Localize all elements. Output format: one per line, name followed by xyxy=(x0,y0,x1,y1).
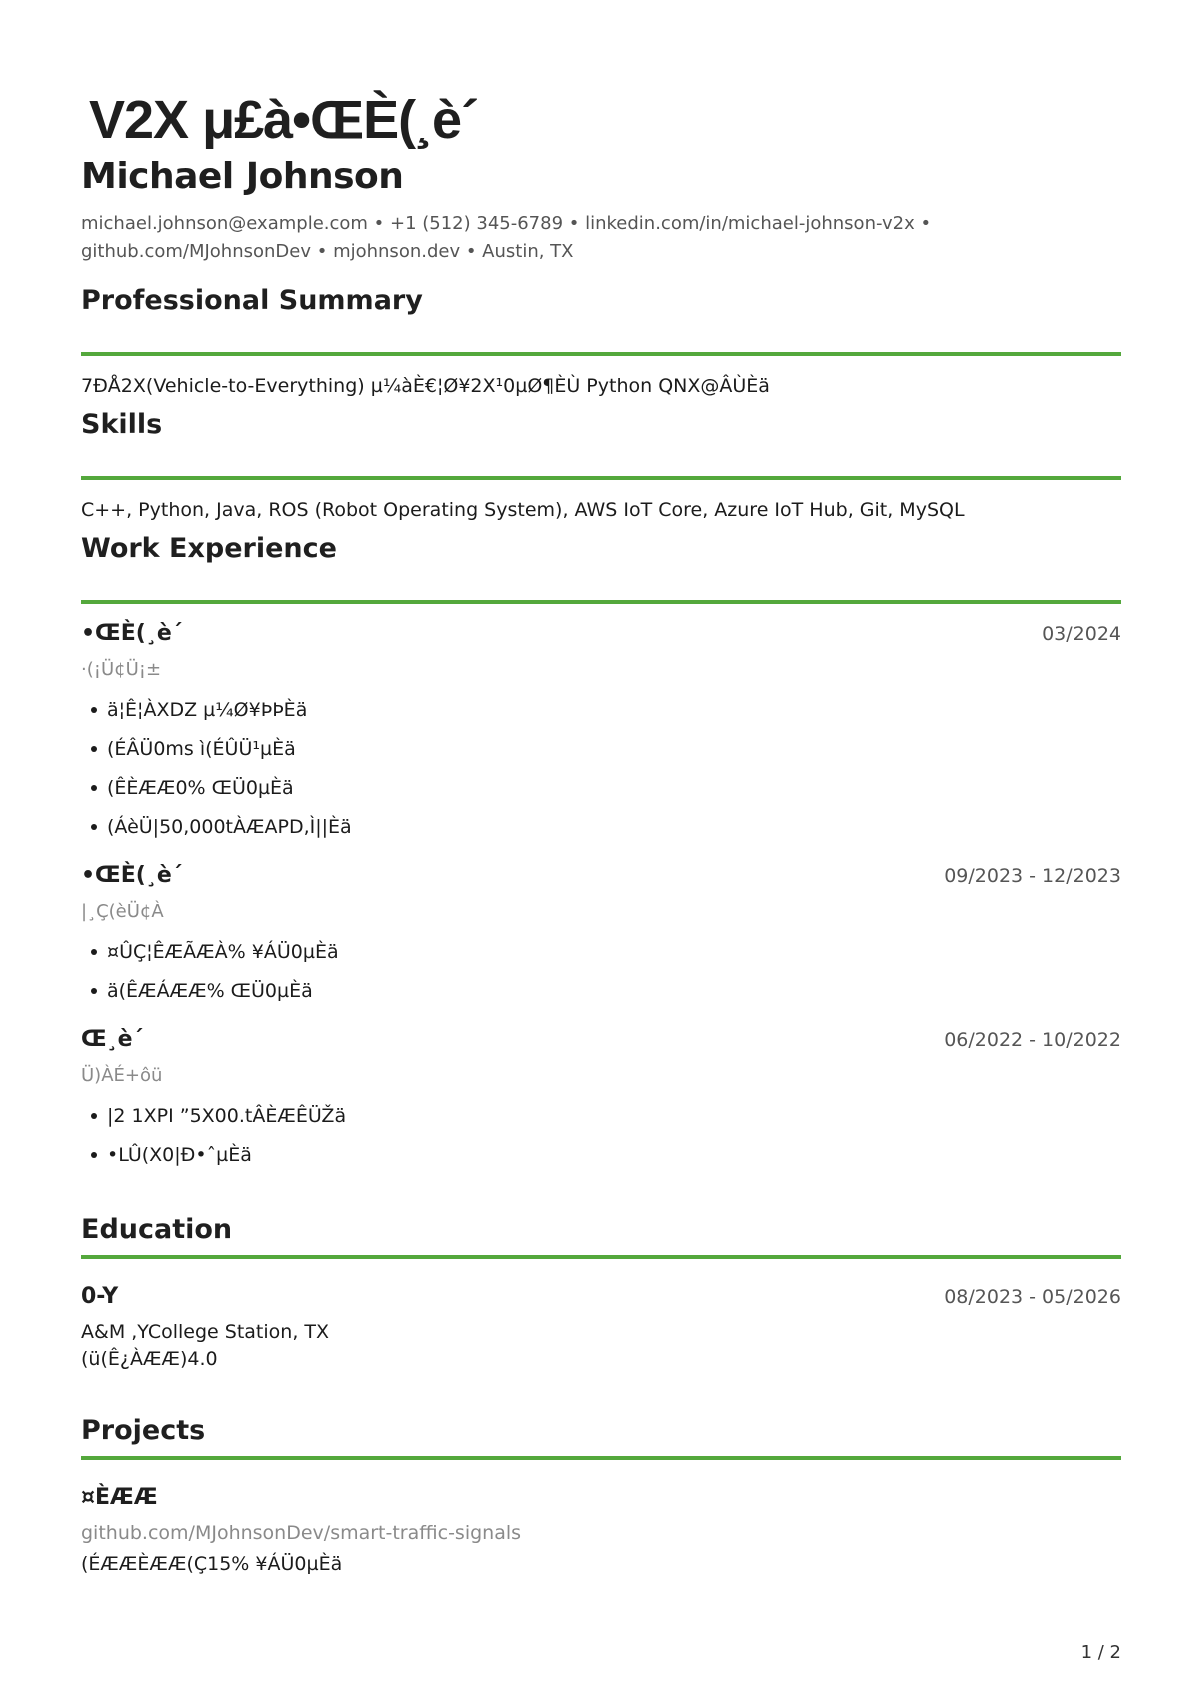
list-item: (ÉÂÜ0ms ì(ÉÛÜ¹µÈä xyxy=(81,736,352,775)
job-date: 09/2023 - 12/2023 xyxy=(944,865,1121,887)
job-bullets xyxy=(81,939,339,1017)
list-item: |2 1XPI ”5X00.tÂÈÆÊÜŽä xyxy=(81,1103,346,1142)
list-item: ä(ÊÆÁÆÆ% ŒÜ0µÈä xyxy=(81,978,339,1017)
section-title-skills: Skills xyxy=(81,409,163,440)
resume-page xyxy=(81,0,1121,1683)
job-organization: |¸Ç(èÜ¢À xyxy=(81,901,164,922)
project-detail: (ÉÆÆÈÆÆ(Ç15% ¥ÁÜ0µÈä xyxy=(81,1553,343,1575)
project-title: ¤ÈÆÆ xyxy=(81,1485,158,1510)
project-link[interactable]: github.com/MJohnsonDev/smart-traffic-signals xyxy=(81,1522,522,1544)
contact-line-1: michael.johnson@example.com • +1 (512) 345-6789 • linkedin.com/in/michael-johnson-v2x • xyxy=(81,213,932,234)
page-number: 1 / 2 xyxy=(1080,1642,1121,1663)
document-title: V2X μ£à•ŒÈ(¸è´ xyxy=(89,90,479,150)
job-bullets xyxy=(81,1103,346,1181)
section-title-education: Education xyxy=(81,1214,233,1245)
candidate-name: Michael Johnson xyxy=(81,156,404,197)
section-title-projects: Projects xyxy=(81,1415,206,1446)
job-organization: Ü)ÀÉ+ôü xyxy=(81,1065,163,1086)
job-organization: ·(¡Ü¢Ü¡± xyxy=(81,659,162,680)
job-title: Œ¸è´ xyxy=(81,1027,144,1052)
job-date: 03/2024 xyxy=(1042,623,1121,645)
school-location: A&M ,YCollege Station, TX xyxy=(81,1321,330,1343)
list-item: •LÛ(X0|Ð•ˆµÈä xyxy=(81,1142,346,1181)
education-detail: (ü(Ê¿ÀÆÆ)4.0 xyxy=(81,1348,218,1370)
section-divider xyxy=(81,1456,1121,1460)
section-divider xyxy=(81,600,1121,604)
list-item: (ÁèÜ|50,000tÀÆAPD,Ì||Èä xyxy=(81,814,352,853)
contact-info xyxy=(81,210,1001,266)
section-divider xyxy=(81,476,1121,480)
section-divider xyxy=(81,1255,1121,1259)
section-title-experience: Work Experience xyxy=(81,533,337,564)
job-title: •ŒÈ(¸è´ xyxy=(81,621,183,646)
school-name: 0-Y xyxy=(81,1284,119,1309)
job-title: •ŒÈ(¸è´ xyxy=(81,863,183,888)
job-date: 06/2022 - 10/2022 xyxy=(944,1029,1121,1051)
section-title-summary: Professional Summary xyxy=(81,285,423,316)
summary-text: 7ÐÅ2X(Vehicle-to-Everything) µ¼àÈ€¦Ø¥2X¹0µØ¶ÈÙ Python QNX@ÂÙÈä xyxy=(81,375,770,397)
section-divider xyxy=(81,352,1121,356)
list-item: ¤ÛÇ¦ÊÆÃÆÀ% ¥ÁÜ0µÈä xyxy=(81,939,339,978)
education-date: 08/2023 - 05/2026 xyxy=(944,1286,1121,1308)
contact-line-2: github.com/MJohnsonDev • mjohnson.dev • Austin, TX xyxy=(81,241,574,262)
list-item: (ÊÈÆÆ0% ŒÜ0µÈä xyxy=(81,775,352,814)
skills-text: C++, Python, Java, ROS (Robot Operating System), AWS IoT Core, Azure IoT Hub, Git, MySQL xyxy=(81,499,965,521)
job-bullets xyxy=(81,697,352,853)
list-item: ä¦Ê¦ÀXDZ µ¼Ø¥ÞÞÈä xyxy=(81,697,352,736)
